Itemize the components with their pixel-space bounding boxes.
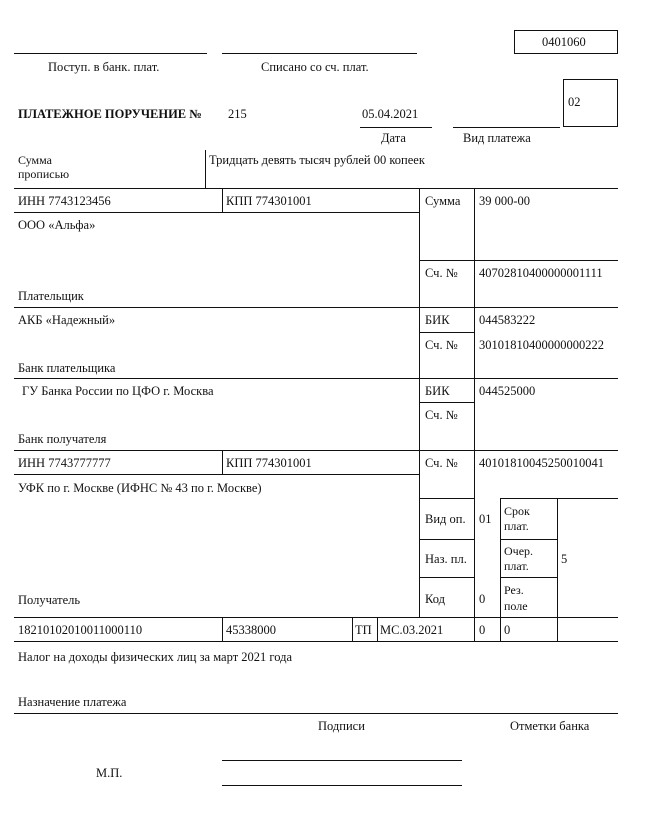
divider [222,188,223,212]
divider [352,617,353,641]
divider [222,617,223,641]
signatures-label: Подписи [318,719,365,733]
reserve-label-2: поле [504,599,528,613]
recipient-account-label: Сч. № [425,456,458,470]
payer-account-label: Сч. № [425,266,458,280]
divider [419,260,618,261]
divider [419,498,474,499]
payment-type-label: Вид платежа [463,131,531,145]
divider [377,617,378,641]
payer-bank-label: Банк плательщика [18,361,116,375]
order-date: 05.04.2021 [362,107,419,121]
payer-label: Плательщик [18,289,84,303]
divider [500,577,557,578]
code: 0 [479,592,486,606]
payment-type-line [453,127,560,128]
priority-label-2: плат. [504,559,529,573]
priority-label-1: Очер. [504,544,534,558]
kbk: 18210102010011000110 [18,623,143,637]
recipient-bank-label: Банк получателя [18,432,107,446]
page-title: ПЛАТЕЖНОЕ ПОРУЧЕНИЕ № [18,107,202,121]
debited-label: Списано со сч. плат. [261,60,369,74]
recipient-label: Получатель [18,593,81,607]
divider [500,498,501,641]
divider [14,212,419,213]
status-code: 02 [568,95,581,109]
bank-marks-label: Отметки банка [510,719,590,733]
debited-line [222,53,417,54]
divider [500,539,557,540]
payer-bank-name: АКБ «Надежный» [18,313,116,327]
op-type-label: Вид оп. [425,512,466,526]
priority: 5 [561,552,568,566]
divider [14,450,618,451]
divider [14,617,618,618]
recipient-inn: ИНН 7743777777 [18,456,111,470]
divider [14,378,618,379]
amount-words-label-1: Сумма [18,153,52,167]
doc-number: 0 [479,623,486,637]
doc-date: 0 [504,623,511,637]
recipient-bank-bik: 044525000 [479,384,536,398]
recipient-name: УФК по г. Москве (ИФНС № 43 по г. Москве) [18,481,262,495]
payer-name: ООО «Альфа» [18,218,96,232]
amount-label: Сумма [425,194,461,208]
amount-words: Тридцать девять тысяч рублей 00 копеек [209,153,425,167]
oktmo: 45338000 [226,623,276,637]
purpose-type-label: Наз. пл. [425,552,467,566]
code-label: Код [425,592,445,606]
divider [14,641,618,642]
date-line [360,127,432,128]
purpose-label: Назначение платежа [18,695,127,709]
divider [14,307,618,308]
payer-bank-account-label: Сч. № [425,338,458,352]
recipient-kpp: КПП 774301001 [226,456,312,470]
recipient-bank-account-label: Сч. № [425,408,458,422]
recipient-account: 40101810045250010041 [479,456,604,470]
divider [14,713,618,714]
recipient-bank-bik-label: БИК [425,384,450,398]
divider [474,188,475,641]
payer-account: 40702810400000001111 [479,266,603,280]
signature-line-2 [222,785,462,786]
divider [500,498,618,499]
reserve-label-1: Рез. [504,583,524,597]
order-number: 215 [228,107,247,121]
received-label: Поступ. в банк. плат. [48,60,160,74]
payer-inn: ИНН 7743123456 [18,194,111,208]
divider [14,188,618,189]
payer-bank-bik: 044583222 [479,313,536,327]
amount-words-label-2: прописью [18,167,70,181]
divider [419,577,474,578]
payer-bank-bik-label: БИК [425,313,450,327]
due-label-2: плат. [504,519,529,533]
divider [14,474,419,475]
tax-basis: ТП [355,623,372,637]
divider [557,498,558,641]
recipient-bank-name: ГУ Банка России по ЦФО г. Москва [22,384,214,398]
op-type: 01 [479,512,492,526]
due-label-1: Срок [504,504,530,518]
date-label: Дата [381,131,406,145]
divider [419,539,474,540]
purpose-text: Налог на доходы физических лиц за март 2021 года [18,650,293,664]
divider [419,332,474,333]
amount-value: 39 000-00 [479,194,531,208]
stamp-label: М.П. [96,766,123,780]
divider [222,450,223,474]
tax-period: МС.03.2021 [380,623,444,637]
payer-kpp: КПП 774301001 [226,194,312,208]
payer-bank-account: 30101810400000000222 [479,338,604,352]
form-code: 0401060 [542,35,586,49]
signature-line-1 [222,760,462,761]
divider [419,402,474,403]
received-line [14,53,207,54]
divider [205,150,206,188]
